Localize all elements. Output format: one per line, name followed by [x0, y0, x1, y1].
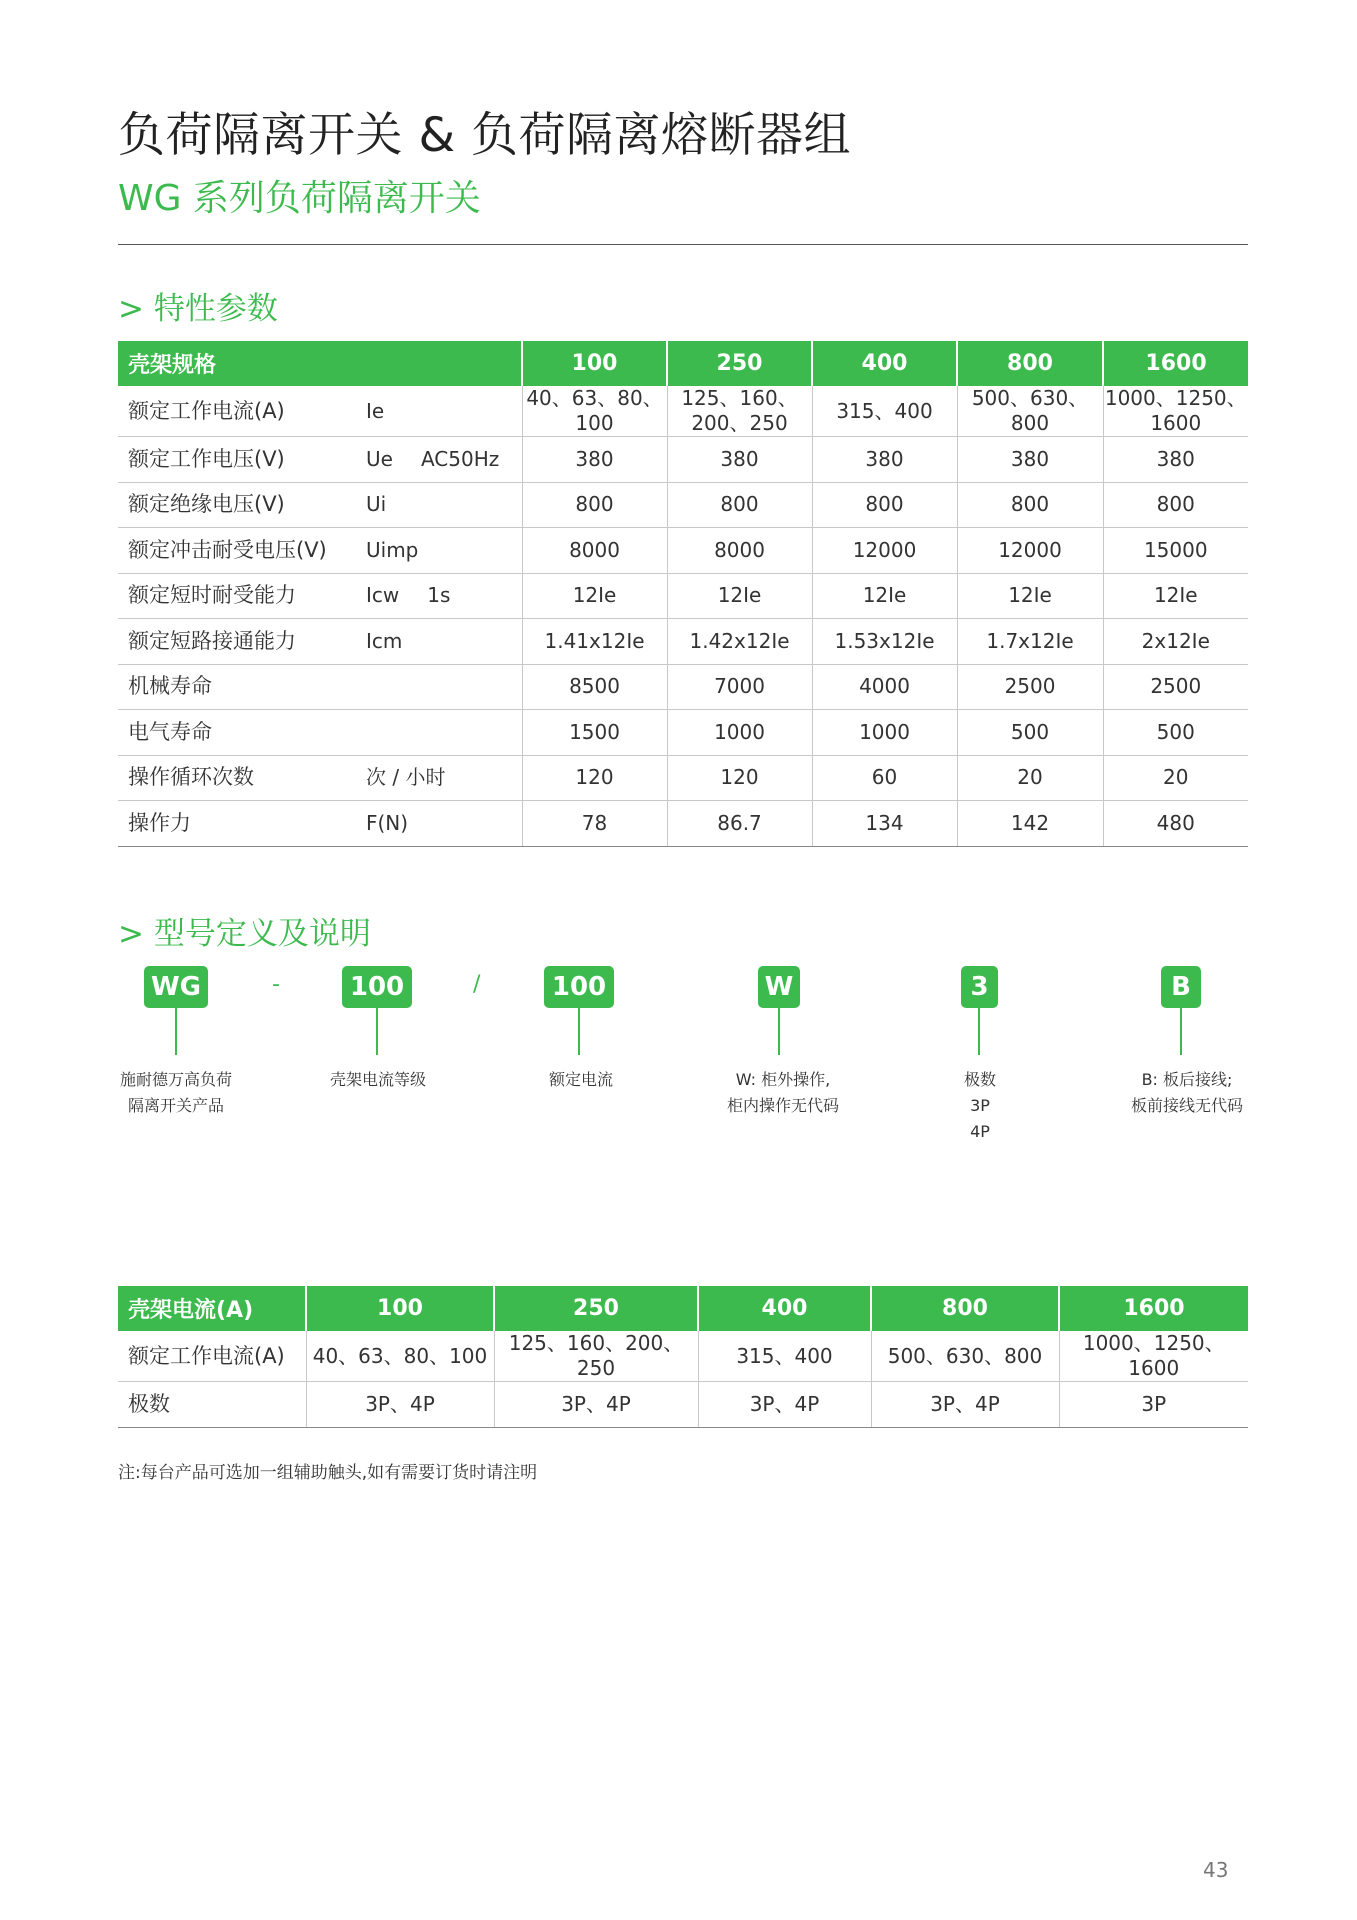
- row-symbol: Ui: [362, 482, 522, 528]
- table-header-cell: 100: [522, 341, 667, 386]
- table-cell: 12Ie: [522, 573, 667, 619]
- table-row: [118, 710, 1248, 756]
- table-cell: 1000、1250、 1600: [1104, 386, 1247, 435]
- row-symbol: 次 / 小时: [362, 755, 522, 801]
- table-cell: 1000: [667, 710, 812, 756]
- model-code-badge: 100: [342, 966, 412, 1008]
- table-header-cell: 800: [957, 341, 1103, 386]
- title-divider: [118, 244, 1248, 245]
- table-cell: 1.41x12Ie: [522, 619, 667, 665]
- table-cell: 800: [522, 482, 667, 528]
- table-row: [118, 664, 1248, 710]
- table-cell: 78: [522, 801, 667, 847]
- row-label: 额定短时耐受能力: [118, 573, 362, 619]
- table-row: [118, 573, 1248, 619]
- model-code-badge: 100: [544, 966, 614, 1008]
- table-cell: 60: [812, 755, 957, 801]
- table-cell: 12Ie: [812, 573, 957, 619]
- table-cell: 500、630、800: [871, 1331, 1059, 1382]
- table-header-cell: 400: [698, 1286, 871, 1331]
- characteristics-table: [118, 341, 1248, 847]
- table-row: [118, 386, 1248, 437]
- row-symbol: F(N): [362, 801, 522, 847]
- section-title-model: > 型号定义及说明: [118, 916, 371, 952]
- connector-line: [778, 1008, 780, 1055]
- table-cell: 12Ie: [667, 573, 812, 619]
- table-cell: 4000: [812, 664, 957, 710]
- table-header-cell: 250: [494, 1286, 698, 1331]
- table-cell: 7000: [667, 664, 812, 710]
- table-cell: 3P、4P: [494, 1382, 698, 1428]
- table-cell: 1.42x12Ie: [667, 619, 812, 665]
- table-cell: 800: [1103, 482, 1248, 528]
- row-label: 电气寿命: [118, 710, 362, 756]
- table-row: [118, 528, 1248, 574]
- table-cell: 134: [812, 801, 957, 847]
- table-cell: 3P、4P: [871, 1382, 1059, 1428]
- table-cell: 1.7x12Ie: [957, 619, 1103, 665]
- table-cell: 2x12Ie: [1103, 619, 1248, 665]
- table-cell: 480: [1103, 801, 1248, 847]
- table-header-cell: 100: [306, 1286, 494, 1331]
- table-cell: 380: [522, 437, 667, 483]
- model-code-description: 施耐德万高负荷 隔离开关产品: [119, 1070, 232, 1115]
- model-code-description: W: 柜外操作, 柜内操作无代码: [726, 1070, 839, 1115]
- row-label: 额定工作电压(V): [118, 437, 362, 483]
- row-symbol: Icm: [362, 619, 522, 665]
- model-separator: -: [272, 972, 280, 997]
- model-code-description: 额定电流: [548, 1070, 613, 1089]
- row-label: 额定短路接通能力: [118, 619, 362, 665]
- connector-line: [578, 1008, 580, 1055]
- table-cell: 1.53x12Ie: [812, 619, 957, 665]
- row-symbol: Uimp: [362, 528, 522, 574]
- table-cell: 142: [957, 801, 1103, 847]
- model-code-badge: W: [758, 966, 800, 1008]
- row-label: 操作循环次数: [118, 755, 362, 801]
- table-cell: 2500: [957, 664, 1103, 710]
- table-row: [118, 619, 1248, 665]
- connector-line: [376, 1008, 378, 1055]
- table-cell: 800: [957, 482, 1103, 528]
- table-cell: 40、63、80、100: [306, 1331, 494, 1382]
- row-symbol: [362, 664, 522, 710]
- row-label: 机械寿命: [118, 664, 362, 710]
- row-label: 操作力: [118, 801, 362, 847]
- table-cell: 315、400: [812, 386, 957, 437]
- table-cell: 500: [957, 710, 1103, 756]
- table-cell: 40、63、80、 100: [522, 386, 667, 437]
- page-subtitle: WG 系列负荷隔离开关: [118, 178, 481, 219]
- model-code-description: 极数 3P 4P: [963, 1070, 996, 1141]
- table-cell: 1000: [812, 710, 957, 756]
- table-header-cell: 壳架规格: [118, 341, 522, 386]
- table-header-row: [118, 1286, 1248, 1331]
- table-row: [118, 437, 1248, 483]
- row-symbol: Ue AC50Hz: [362, 437, 522, 483]
- table-cell: 500: [1103, 710, 1248, 756]
- footnote: 注:每台产品可选加一组辅助触头,如有需要订货时请注明: [118, 1463, 538, 1483]
- table-cell: 12Ie: [957, 573, 1103, 619]
- row-label: 额定工作电流(A): [118, 1331, 306, 1382]
- table-header-cell: 1600: [1103, 341, 1248, 386]
- table-header-cell: 250: [667, 341, 812, 386]
- table-row: [118, 755, 1248, 801]
- table-cell: 12000: [812, 528, 957, 574]
- table-cell: 500、630、 800: [957, 386, 1103, 437]
- table-cell: 380: [957, 437, 1103, 483]
- table-cell: 2500: [1103, 664, 1248, 710]
- table-cell: 1000、1250、1600: [1059, 1331, 1248, 1382]
- table-cell: 800: [812, 482, 957, 528]
- connector-line: [175, 1008, 177, 1055]
- table-cell: 125、160、 200、250: [667, 386, 812, 437]
- page-title: 负荷隔离开关 & 负荷隔离熔断器组: [118, 108, 852, 163]
- table-cell: 86.7: [667, 801, 812, 847]
- table-header-cell: 800: [871, 1286, 1059, 1331]
- table-header-cell: 壳架电流(A): [118, 1286, 306, 1331]
- row-label: 额定绝缘电压(V): [118, 482, 362, 528]
- model-code-badge: 3: [961, 966, 998, 1008]
- table-header-row: [118, 341, 1248, 386]
- table-cell: 380: [1103, 437, 1248, 483]
- row-symbol: [362, 710, 522, 756]
- table-cell: 8000: [522, 528, 667, 574]
- table-cell: 120: [667, 755, 812, 801]
- table-cell: 3P: [1059, 1382, 1248, 1428]
- table-cell: 125、160、200、250: [494, 1331, 698, 1382]
- table-cell: 8500: [522, 664, 667, 710]
- model-code-badge: B: [1161, 966, 1201, 1008]
- table-cell: 315、400: [698, 1331, 871, 1382]
- model-code-badge: WG: [144, 966, 208, 1008]
- section-title-characteristics: > 特性参数: [118, 291, 278, 327]
- table-cell: 120: [522, 755, 667, 801]
- connector-line: [1180, 1008, 1182, 1055]
- model-code-description: B: 板后接线; 板前接线无代码: [1130, 1070, 1243, 1115]
- table-cell: 15000: [1103, 528, 1248, 574]
- model-code-description: 壳架电流等级: [329, 1070, 426, 1089]
- row-symbol: Ie: [362, 386, 522, 437]
- table-cell: 3P、4P: [306, 1382, 494, 1428]
- table-cell: 12Ie: [1103, 573, 1248, 619]
- table-cell: 800: [667, 482, 812, 528]
- table-cell: 20: [957, 755, 1103, 801]
- frame-current-table: [118, 1286, 1248, 1428]
- table-cell: 3P、4P: [698, 1382, 871, 1428]
- row-label: 极数: [118, 1382, 306, 1428]
- table-header-cell: 400: [812, 341, 957, 386]
- table-cell: 380: [667, 437, 812, 483]
- row-symbol: Icw 1s: [362, 573, 522, 619]
- table-row: [118, 801, 1248, 847]
- row-label: 额定冲击耐受电压(V): [118, 528, 362, 574]
- table-row: [118, 1382, 1248, 1428]
- table-cell: 380: [812, 437, 957, 483]
- connector-line: [978, 1008, 980, 1055]
- row-label: 额定工作电流(A): [118, 386, 362, 437]
- table-cell: 20: [1103, 755, 1248, 801]
- table-row: [118, 1331, 1248, 1382]
- table-cell: 8000: [667, 528, 812, 574]
- table-row: [118, 482, 1248, 528]
- table-cell: 12000: [957, 528, 1103, 574]
- page-number: 43: [1203, 1858, 1229, 1882]
- table-cell: 1500: [522, 710, 667, 756]
- model-separator: /: [473, 972, 481, 997]
- table-header-cell: 1600: [1059, 1286, 1248, 1331]
